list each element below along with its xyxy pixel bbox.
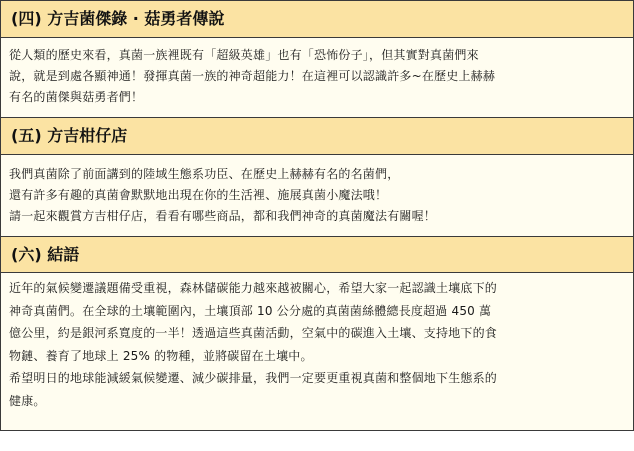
section-body — [1, 155, 633, 237]
body-line: 億公里，約是銀河系寬度的一半！透過這些真菌活動，空氣中的碳進入土壤、支持地下的食 — [9, 326, 498, 340]
section-conclusion — [1, 237, 633, 430]
body-line: 我們真菌除了前面講到的陸域生態系功臣、在歷史上赫赫有名的名菌們， — [9, 167, 400, 181]
section-shop — [1, 118, 633, 237]
body-line: 有名的菌傑與菇勇者們！ — [9, 90, 144, 104]
body-line: 神奇真菌們。在全球的土壤範圍內，土壤頂部 10 公分處的真菌菌絲體總長度超過 450 萬 — [9, 303, 492, 318]
body-line: 說，就是到處各顯神通！發揮真菌一族的神奇超能力！在這裡可以認識許多~在歷史上赫赫 — [9, 69, 496, 83]
section-heading: (五) 方吉柑仔店 — [1, 118, 633, 155]
section-heading: (六) 結語 — [1, 237, 633, 273]
section-body — [1, 38, 633, 118]
body-line: 健康。 — [9, 393, 46, 408]
section-heroes — [1, 1, 633, 118]
body-line: 請一起來觀賞方吉柑仔店，看看有哪些商品，都和我們神奇的真菌魔法有關喔！ — [9, 209, 437, 223]
body-line: 近年的氣候變遷議題備受重視，森林儲碳能力越來越被關心，希望大家一起認識土壤底下的 — [9, 281, 498, 295]
body-line: 從人類的歷史來看，真菌一族裡既有「超級英雄」也有「恐怖份子」，但其實對真菌們來 — [9, 48, 479, 62]
body-line: 物鏈、養育了地球上 25% 的物種，並將碳留在土壤中。 — [9, 348, 313, 363]
section-body — [1, 273, 633, 430]
body-line: 希望明日的地球能減緩氣候變遷、減少碳排量，我們一定要更重視真菌和整個地下生態系的 — [9, 371, 498, 385]
body-line: 還有許多有趣的真菌會默默地出現在你的生活裡、施展真菌小魔法哦！ — [9, 188, 388, 202]
section-heading: (四) 方吉菌傑錄 · 菇勇者傳說 — [1, 1, 633, 38]
